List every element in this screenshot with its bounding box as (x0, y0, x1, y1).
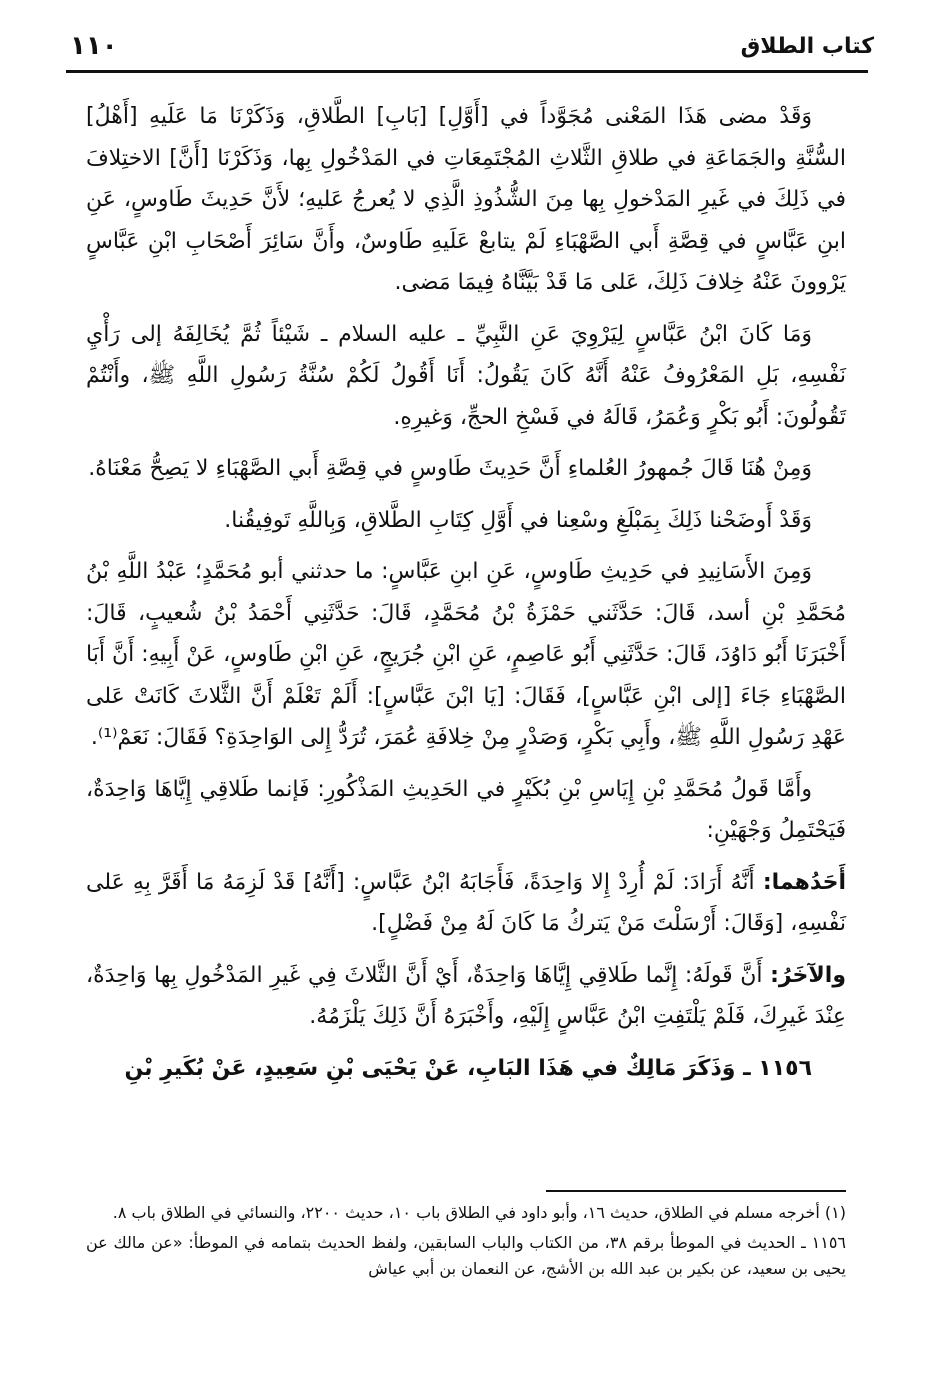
main-text (86, 96, 846, 1099)
paragraph: وَمِنْ هُنَا قَالَ جُمهورُ العُلماءِ أَنَّ حَدِيثَ طَاوسٍ في قِصَّةِ أَبي الصَّهْبَاءِ لا يَصِحُّ مَعْنَاهُ. (88, 456, 812, 481)
paragraph: وَقَدْ أَوضَحْنا ذَلِكَ بِمَبْلَغِ وسْعِنا في أَوَّلِ كِتَابِ الطَّلاقِ، وَبِاللَّهِ تَوفِيقُنا. (224, 507, 812, 533)
paragraph-first-aspect (86, 862, 846, 945)
header-divider (66, 70, 868, 73)
page-number: ١١٠ (70, 31, 118, 61)
paragraph: وَمِنَ الأَسَانِيدِ في حَدِيثِ طَاوسٍ، عَنِ ابنِ عَبَّاسٍ: ما حدثني أبو مُحَمَّدٍ؛ عَبْدُ اللَّهِ بْنُ مُحَمَّدِ بْنِ أسد، قَالَ: حَدَّثَني حَمْزَةُ بْنُ مُحَمَّدٍ، قَالَ: حَدَّثَنِي أَحْمَدُ بْنُ شُعيبٍ، قَالَ: أَخْبَرَنَا أَبُو دَاوُدَ، قَالَ: حَدَّثَنِي أَبُو عَاصِمٍ، عَنِ ابْنِ جُرَيجٍ، عَنِ ابْنِ طَاوسٍ، عَنْ أَبِيهِ: أَنَّ أَبَا الصَّهْبَاءِ جَاءَ [إلى ابْنِ عَبَّاسٍ]، فَقَالَ: [يَا ابْنَ عَبَّاسٍ]: أَلَمْ تَعْلَمْ أَنَّ الثَّلاثَ كَانَتْ عَلى عَهْدِ رَسُولِ اللَّهِ ﷺ، وأَبِي بَكْرٍ، وَصَدْرٍ مِنْ خِلافَةِ عُمَرَ، تُرَدُّ إِلى الوَاحِدَةِ؟ فَقَالَ: نَعَمْ⁽¹⁾. (86, 559, 846, 750)
paragraph: وأَمَّا قَولُ مُحَمَّدِ بْنِ إِيَاسِ بْنِ بُكَيْرٍ في الحَدِيثِ المَذْكُورِ: فَإنما طَلاقِي إِيَّاهَا وَاحِدَةٌ، فَيَحْتَمِلُ وَجْهَيْنِ: (86, 776, 846, 843)
book-title: كتاب الطلاق (740, 33, 874, 59)
footnote: ١١٥٦ ـ الحديث في الموطأ برقم ٣٨، من الكتاب والباب السابقين، ولفظ الحديث بتمامه في الموطأ: «عن مالك عن يحيى بن سعيد، عن بكير بن عبد الله بن الأشج، عن النعمان بن أبي عياش (86, 1233, 847, 1278)
hadith-text: ١١٥٦ ـ وَذَكَرَ مَالِكٌ في هَذَا البَابِ، عَنْ يَحْيَى بْنِ سَعِيدٍ، عَنْ بُكَيرِ بْنِ (124, 1055, 812, 1081)
paragraph-text: أَنَّهُ أَرَادَ: لَمْ أُرِدْ إِلا وَاحِدَةً، فَأَجَابَهُ ابْنُ عَبَّاسٍ: [أَنَّهُ] قَدْ لَزِمَهُ مَا أَقَرَّ بِهِ عَلى نَفْسِهِ، [وَقَالَ: أَرْسَلْتَ مَنْ يَتركُ مَا كَانَ لَهُ مِنْ فَضْلٍ]. (86, 869, 846, 936)
paragraph-second-aspect (86, 955, 846, 1038)
paragraph: وَمَا كَانَ ابْنُ عَبَّاسٍ لِيَرْوِيَ عَنِ النَّبِيِّ ـ عليه السلام ـ شَيْئاً ثُمَّ يُخَالِفَهُ إلى رَأْيِ نَفْسِهِ، بَلِ المَعْرُوفُ عَنْهُ أَنَّهُ كَانَ يَقُولُ: أَنَا أَقُولُ لَكُمْ سُنَّةُ رَسُولِ اللَّهِ ﷺ، وأَنْتُمْ تَقُولُونَ: أَبُو بَكْرٍ وَعُمَرُ، قَالَهُ في فَسْخِ الحجِّ، وَغيرِهِ. (86, 321, 846, 430)
label-first: أَحَدُهما: (762, 869, 846, 895)
hadith-paragraph (86, 1048, 846, 1090)
footnote: (١) أخرجه مسلم في الطلاق، حديث ١٦، وأبو داود في الطلاق باب ١٠، حديث ٢٢٠٠، والنسائي في الطلاق باب ٨. (112, 1203, 846, 1222)
paragraph-text: أَنَّ قَولَهُ: إِنَّما طَلاقِي إِيَّاهَا وَاحِدَةٌ، أَيْ أَنَّ الثَّلاثَ فِي غَيرِ المَدْخُولِ بِها وَاحِدَةٌ، عِنْدَ غَيرِكَ، فَلَمْ يَلْتَفِتِ ابْنُ عَبَّاسٍ إِلَيْهِ، وأَخْبَرَهُ أَنَّ ذَلِكَ يَلْزَمُهُ. (86, 962, 846, 1029)
paragraph: وَقَدْ مضى هَذَا المَعْنى مُجَوَّداً في [أَوَّلِ] [بَابِ] الطَّلاقِ، وَذَكَرْنَا مَا عَلَيهِ [أَهْلُ] السُّنَّةِ والجَمَاعَةِ في طلاقِ الثَّلاثِ المُجْتَمِعَاتِ في المَدْخُولِ بِها، وَذَكَرْنَا [أَنَّ] الاختِلافَ في ذَلِكَ في غَيرِ المَدْخولِ بِها مِنَ الشُّذُوذِ الَّذِي لا يُعرجُ عَليهِ؛ لأَنَّ حَدِيثَ طَاوسٍ، عَنِ ابنِ عَبَّاسٍ في قِصَّةِ أَبي الصَّهْبَاءِ لَمْ يتابعْ عَلَيهِ طَاوسٌ، وأَنَّ سَائِرَ أَصْحَابِ ابْنِ عَبَّاسٍ يَرْوونَ عَنْهُ خِلافَ ذَلِكَ، عَلى مَا قَدْ بَيَّنَّاهُ فِيمَا مَضى. (86, 104, 846, 295)
page-header (70, 28, 874, 64)
footnotes (86, 1200, 846, 1286)
footnote-divider (546, 1190, 846, 1192)
label-second: والآخَرُ: (770, 962, 846, 988)
